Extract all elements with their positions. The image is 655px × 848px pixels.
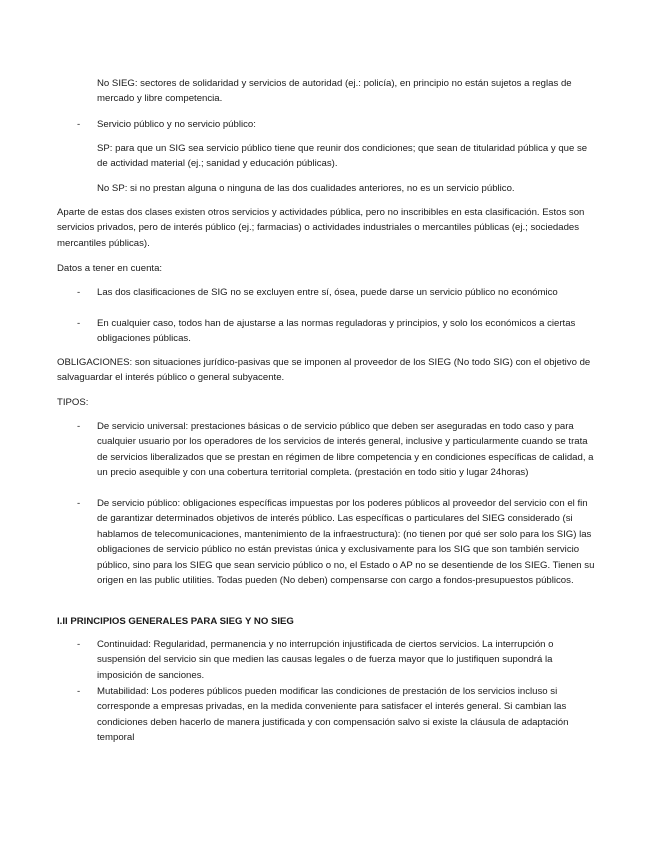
aparte-paragraph: Aparte de estas dos clases existen otros servicios y actividades pública, pero no inscribibles en esta clasificación. Estos son servicios privados, pero de interés público (ej.; farmacias) o actividades industriales o mercantiles públicas (ej.; sociedades mercantiles públicas). [57, 207, 585, 249]
list-item-text: De servicio público: obligaciones específicas impuestas por los poderes públicos al proveedor del servicio con el fin de garantizar determinados objetivos de interés público. Las específicas o particulares del SIEG considerado (si hablamos de telecomunicaciones, mantenimiento de la infraestructura): (no tienen por qué ser solo para los SIG) las obligaciones de servicio público no están previstas única y exclusivamente para los SIG que son también servicio público, sino para los SIEG que sean servicio público o no, el Estado o AP no se desentiende de los SIEG. Tienen su origen en las public utilities. Todas pueden (No deben) compensarse con cargo a fondos-presupuestos públicos. [97, 498, 595, 587]
obligaciones-paragraph: OBLIGACIONES: son situaciones jurídico-pasivas que se imponen al proveedor de los SIEG (No todo SIG) con el objetivo de salvaguardar el interés público o general subyacente. [57, 357, 591, 384]
list-item-text: En cualquier caso, todos han de ajustarse a las normas reguladoras y principios, y solo los económicos a ciertas obligaciones públicas. [97, 318, 576, 345]
list-item-text: Las dos clasificaciones de SIG no se excluyen entre sí, ósea, puede darse un servicio público no económico [97, 287, 558, 298]
bullet-dash: - [77, 119, 81, 130]
bullet-dash: - [77, 639, 81, 650]
bullet-dash: - [77, 421, 81, 432]
tipos-paragraph: TIPOS: [57, 397, 89, 408]
nosieg-paragraph: No SIEG: sectores de solidaridad y servicios de autoridad (ej.: policía), en principio no están sujetos a reglas de mercado y libre competencia. [97, 78, 572, 105]
section-heading: I.II PRINCIPIOS GENERALES PARA SIEG Y NO SIEG [57, 616, 294, 627]
datos-paragraph: Datos a tener en cuenta: [57, 263, 163, 274]
bullet-dash: - [77, 686, 81, 697]
list-item-text: Mutabilidad: Los poderes públicos pueden modificar las condiciones de prestación de los servicios incluso si corresponde a empresas privadas, en la medida conveniente para satisfacer el interés general. Si cambian las condiciones deben hacerlo de manera justificada y con compensación salvo si existe la cláusula de adaptación temporal [97, 686, 569, 744]
list-item-text: Continuidad: Regularidad, permanencia y no interrupción injustificada de ciertos servicios. La interrupción o suspensión del servicio sin que medien las causas legales o de fuerza mayor que lo justifiquen supondrá la imposición de sanciones. [97, 639, 554, 681]
bullet-dash: - [77, 498, 81, 509]
sp-paragraph: SP: para que un SIG sea servicio público tiene que reunir dos condiciones; que sean de titularidad pública y que se de actividad material (ej.; sanidad y educación públicas). [97, 143, 588, 170]
bullet-dash: - [77, 287, 81, 298]
nosp-paragraph: No SP: si no prestan alguna o ninguna de las dos cualidades anteriores, no es un servicio público. [97, 183, 515, 194]
list-item-text: De servicio universal: prestaciones básicas o de servicio público que deben ser aseguradas en todo caso y para cualquier usuario por los operadores de los servicios de interés general, inclusive y particularmente cuando se trata de servicios liberalizados que se prestan en régimen de libre competencia y en condiciones específicas de calidad, a un precio asequible y con una cobertura territorial completa. (prestación en todo sitio y lugar 24horas) [97, 421, 594, 479]
list-item-text: Servicio público y no servicio público: [97, 119, 256, 130]
bullet-dash: - [77, 318, 81, 329]
